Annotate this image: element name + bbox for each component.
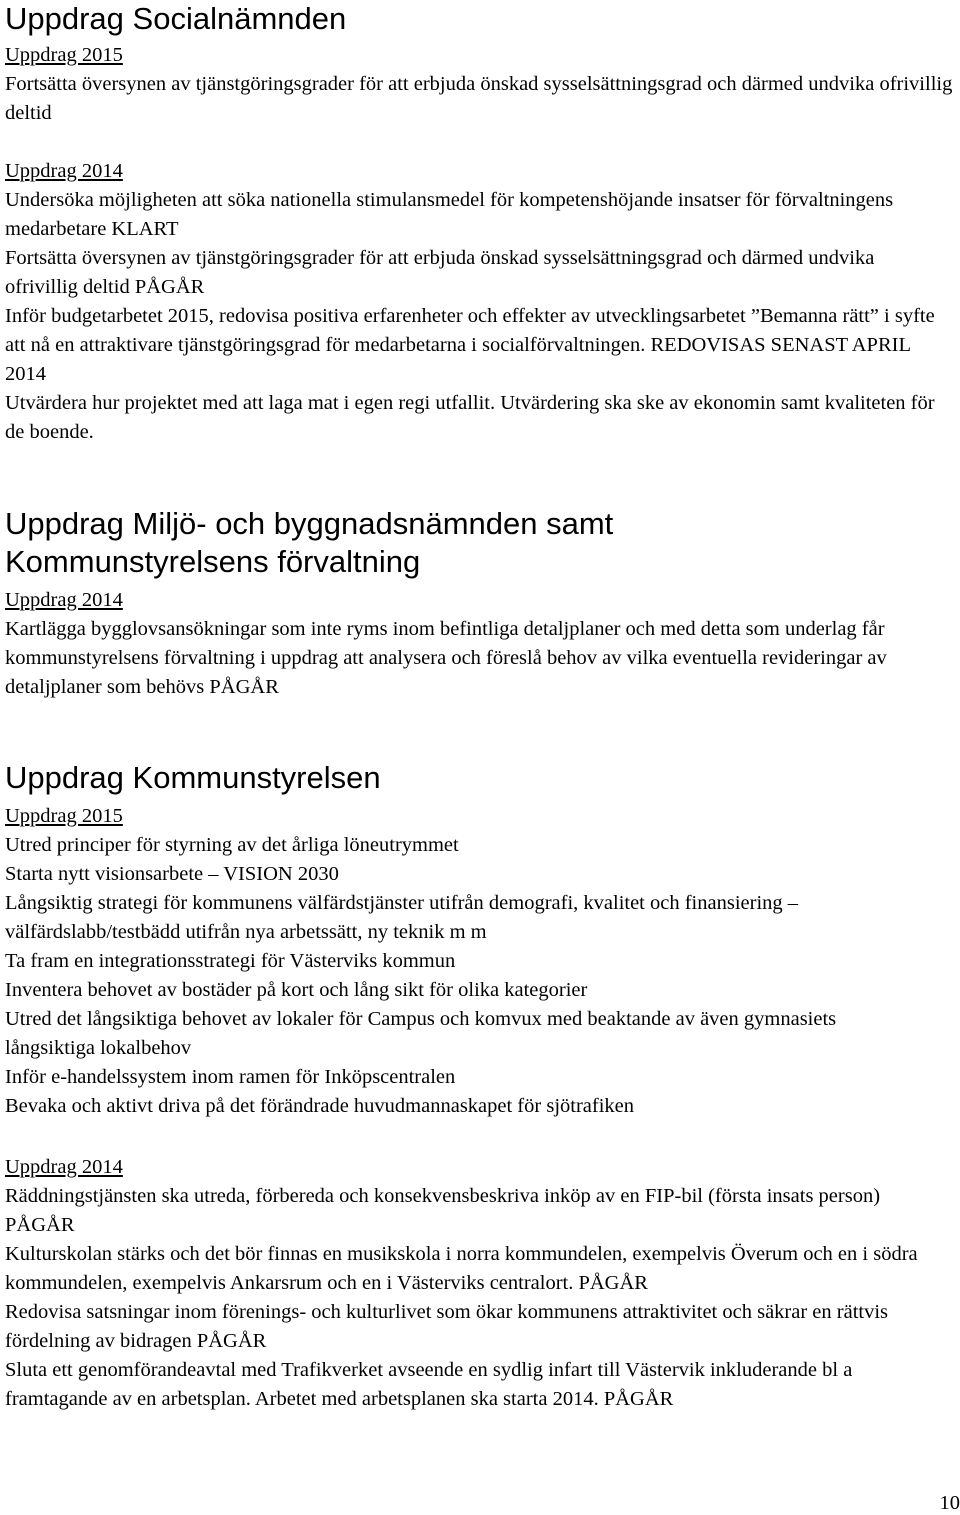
section-miljo-och-byggnadsnamnden — [5, 505, 613, 581]
assignment-item: Bevaka och aktivt driva på det förändrade huvudmannaskapet för sjötrafiken — [5, 1095, 635, 1117]
group-2015 — [5, 802, 925, 1121]
section-socialnamnden — [5, 0, 346, 38]
section-kommunstyrelsen — [5, 759, 381, 797]
assignment-item: Undersöka möjligheten att söka nationella stimulansmedel för kompetenshöjande insatser för förvaltningens medarbetare KLART — [5, 189, 894, 240]
assignment-item: Fortsätta översynen av tjänstgöringsgrader för att erbjuda önskad sysselsättningsgrad och därmed undvika ofrivillig deltid PÅGÅR — [5, 247, 875, 298]
assignment-item: Inför budgetarbetet 2015, redovisa positiva erfarenheter och effekter av utvecklingsarbetet ”Bemanna rätt” i syfte att nå en attraktivare tjänstgöringsgrad för medarbetarna i socialförvaltningen. REDOVISAS SENAST APRIL 2014 — [5, 305, 935, 385]
assignment-item: Sluta ett genomförandeavtal med Trafikverket avseende en sydlig infart till Västervik inkluderande bl a framtagande av en arbetsplan. Arbetet med arbetsplanen ska starta 2014. PÅGÅR — [5, 1359, 853, 1410]
group-label: Uppdrag 2014 — [5, 1156, 123, 1178]
group-label: Uppdrag 2014 — [5, 589, 123, 611]
group-2014 — [5, 1153, 957, 1414]
assignment-item: Utred principer för styrning av det årliga löneutrymmet — [5, 834, 459, 856]
assignment-item: Utvärdera hur projektet med att laga mat i egen regi utfallit. Utvärdering ska ske av ekonomin samt kvaliteten för de boende. — [5, 392, 935, 443]
assignment-item: Ta fram en integrationsstrategi för Västerviks kommun — [5, 950, 456, 972]
page-number: 10 — [939, 1492, 960, 1514]
group-2014 — [5, 586, 950, 702]
assignment-item: Redovisa satsningar inom förenings- och kulturlivet som ökar kommunens attraktivitet och säkrar en rättvis fördelning av bidragen PÅGÅR — [5, 1301, 889, 1352]
section-heading-line: Kommunstyrelsens förvaltning — [5, 544, 421, 579]
assignment-item: Kulturskolan stärks och det bör finnas en musikskola i norra kommundelen, exempelvis Överum och en i södra kommundelen, exempelvis Ankarsrum och en i Västerviks centralort. PÅGÅR — [5, 1243, 918, 1294]
assignment-item: Inventera behovet av bostäder på kort och lång sikt för olika kategorier — [5, 979, 588, 1001]
group-2014 — [5, 157, 957, 447]
section-heading: Uppdrag Socialnämnden — [5, 1, 347, 36]
assignment-item: Räddningstjänsten ska utreda, förbereda och konsekvensbeskriva inköp av en FIP-bil (första insats person) PÅGÅR — [5, 1185, 881, 1236]
assignment-item: Kartlägga bygglovsansökningar som inte ryms inom befintliga detaljplaner och med detta som underlag får kommunstyrelsens förvaltning i uppdrag att analysera och föreslå behov av vilka eventuella revideringar av detaljplaner som behövs PÅGÅR — [5, 618, 887, 698]
group-label: Uppdrag 2014 — [5, 160, 123, 182]
assignment-item: Inför e-handelssystem inom ramen för Inköpscentralen — [5, 1066, 456, 1088]
assignment-item: Utred det långsiktiga behovet av lokaler för Campus och komvux med beaktande av även gymnasiets långsiktiga lokalbehov — [5, 1008, 837, 1059]
section-heading: Uppdrag Kommunstyrelsen — [5, 760, 381, 795]
assignment-item: Fortsätta översynen av tjänstgöringsgrader för att erbjuda önskad sysselsättningsgrad och därmed undvika ofrivillig deltid — [5, 73, 953, 124]
assignment-item: Långsiktig strategi för kommunens välfärdstjänster utifrån demografi, kvalitet och finansiering – välfärdslabb/testbädd utifrån nya arbetssätt, ny teknik m m — [5, 892, 799, 943]
section-heading-line: Uppdrag Miljö- och byggnadsnämnden samt — [5, 506, 614, 541]
group-label: Uppdrag 2015 — [5, 44, 123, 66]
group-2015 — [5, 41, 955, 128]
assignment-item: Starta nytt visionsarbete – VISION 2030 — [5, 863, 339, 885]
group-label: Uppdrag 2015 — [5, 805, 123, 827]
